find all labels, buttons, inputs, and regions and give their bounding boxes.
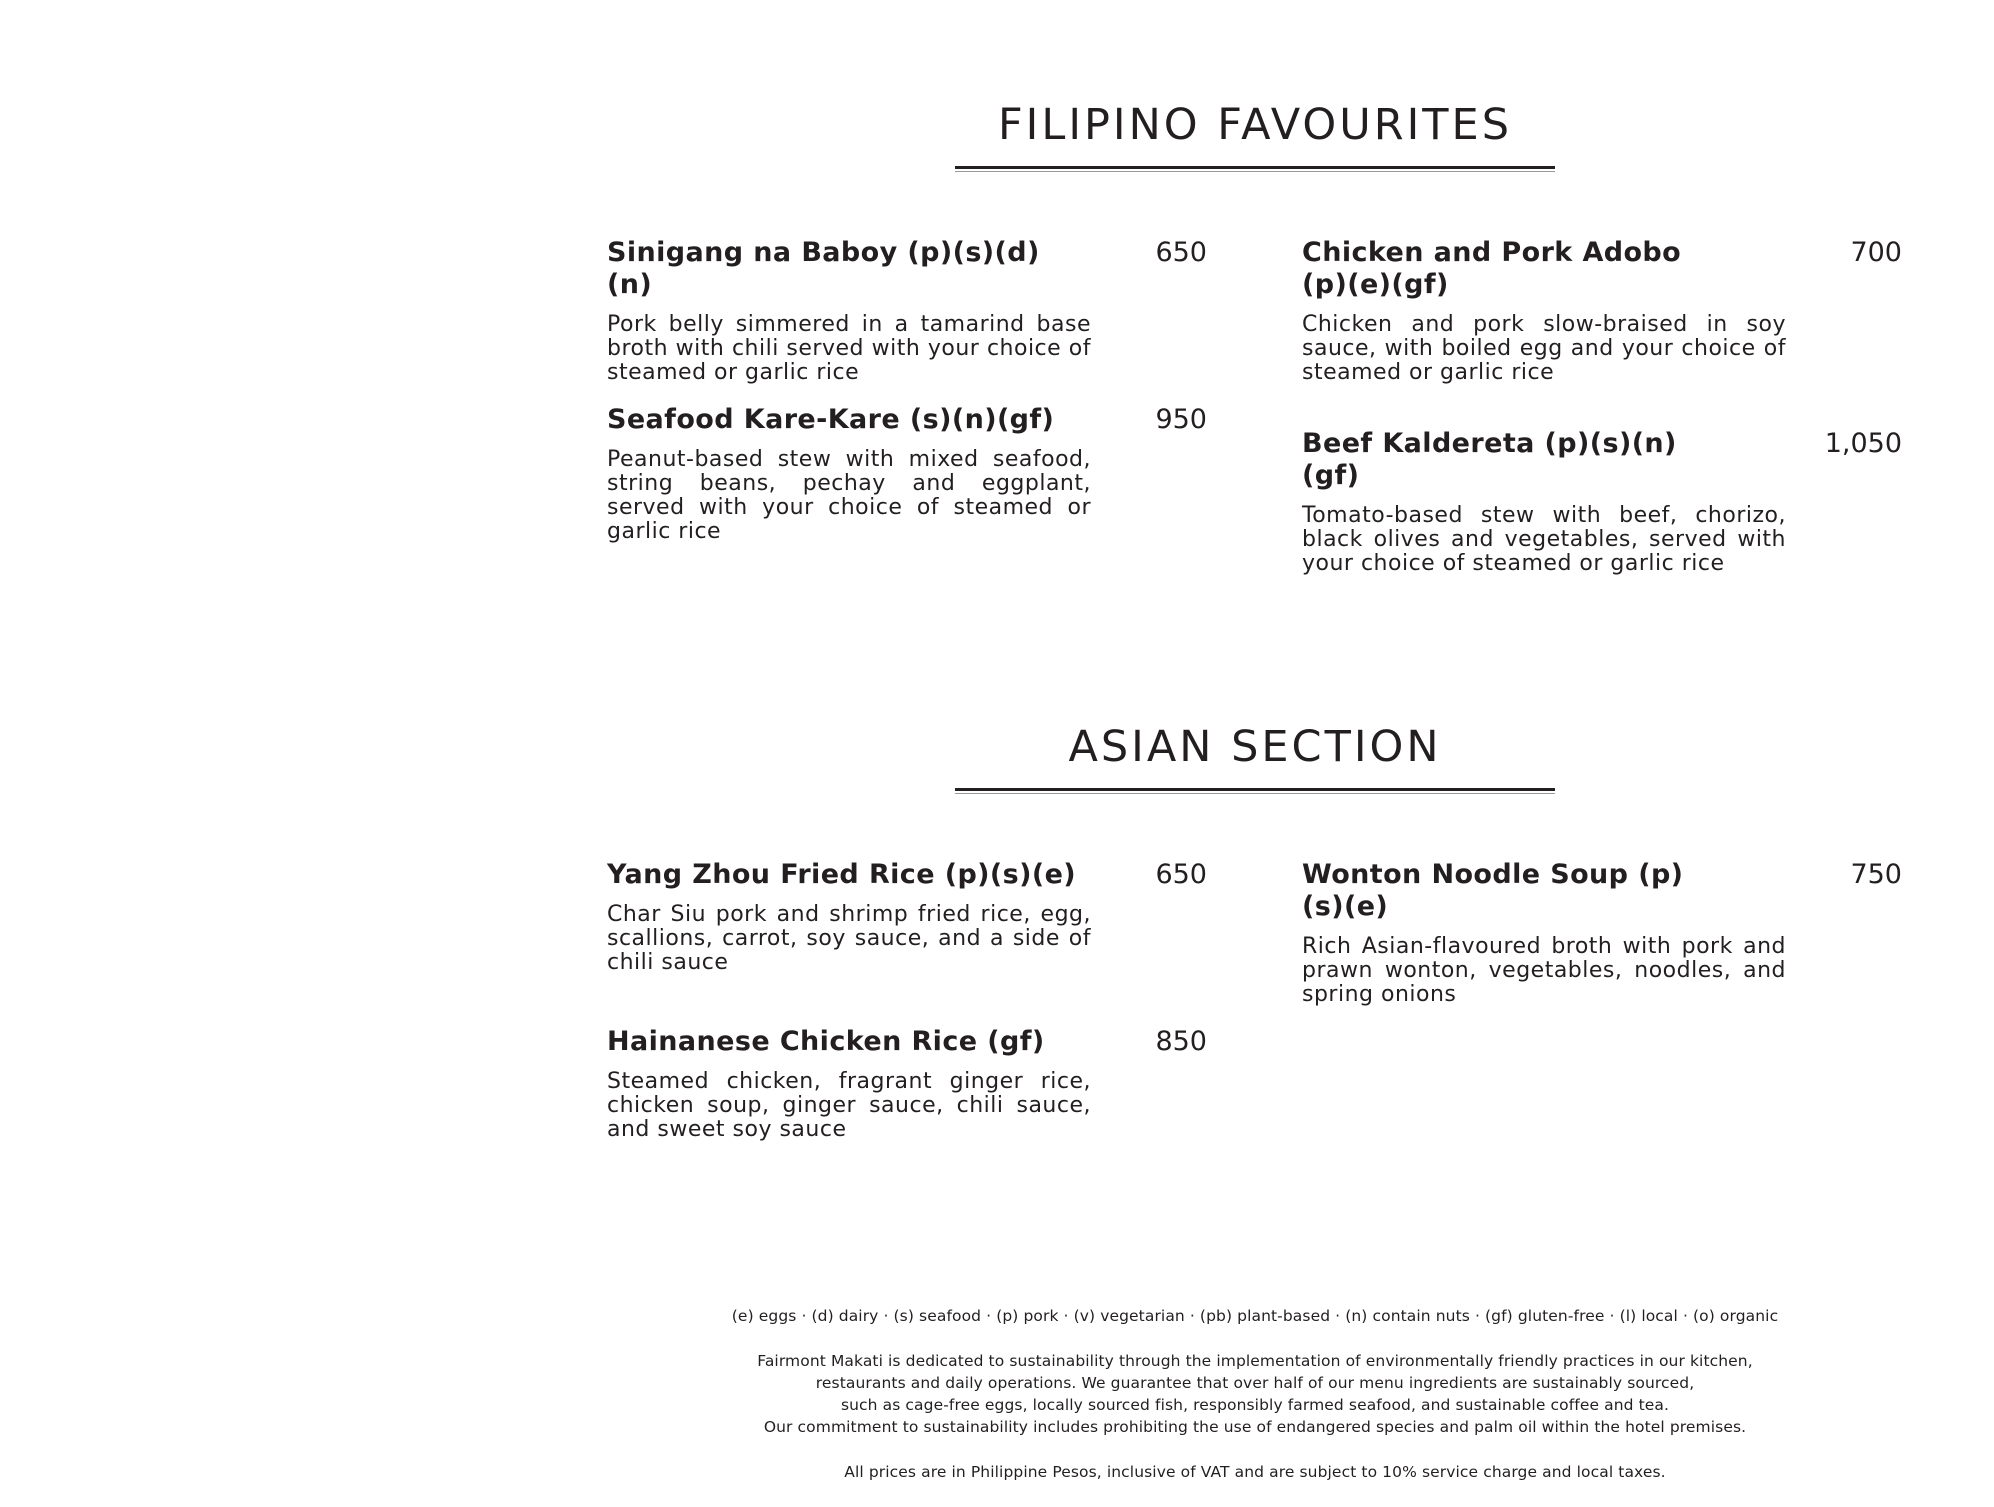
menu-item-description: Peanut-based stew with mixed seafood, string beans, pechay and eggplant, served with your choice of steamed or garlic rice (607, 447, 1091, 544)
menu-item-name: Yang Zhou Fried Rice (p)(s)(e) (607, 859, 1077, 890)
menu-item-price: 650 (1155, 237, 1207, 268)
menu-item-price: 950 (1155, 404, 1207, 435)
menu-item-price: 700 (1850, 237, 1902, 268)
price-note: All prices are in Philippine Pesos, inclusive of VAT and are subject to 10% service charge and local taxes. (844, 1463, 1666, 1481)
section-title-asian-section: ASIAN SECTION (1068, 722, 1442, 772)
menu-item-name: Wonton Noodle Soup (p)(s)(e) (1302, 859, 1684, 922)
menu-item-name: Hainanese Chicken Rice (gf) (607, 1026, 1045, 1057)
menu-item-kaldereta (1302, 428, 1902, 576)
menu-item-name: Sinigang na Baboy (p)(s)(d)(n) (607, 237, 1040, 300)
menu-item-kare-kare (607, 404, 1207, 544)
menu-item-description: Char Siu pork and shrimp fried rice, egg, scallions, carrot, soy sauce, and a side of chili sauce (607, 902, 1091, 975)
sustainability-line: Fairmont Makati is dedicated to sustainability through the implementation of environmentally friendly practices in our kitchen, (757, 1352, 1753, 1370)
menu-item-price: 650 (1155, 859, 1207, 890)
menu-item-adobo (1302, 237, 1902, 385)
menu-item-wonton-noodle-soup (1302, 859, 1902, 1007)
sustainability-line: such as cage-free eggs, locally sourced fish, responsibly farmed seafood, and sustainable coffee and tea. (840, 1396, 1670, 1414)
menu-item-description: Steamed chicken, fragrant ginger rice, chicken soup, ginger sauce, chili sauce, and sweet soy sauce (607, 1069, 1091, 1142)
menu-item-name: Seafood Kare-Kare (s)(n)(gf) (607, 404, 1055, 435)
section-divider (955, 166, 1555, 172)
menu-item-price: 1,050 (1824, 428, 1902, 459)
sustainability-statement (700, 1350, 1810, 1438)
menu-item-description: Rich Asian-flavoured broth with pork and prawn wonton, vegetables, noodles, and spring onions (1302, 934, 1786, 1007)
menu-item-price: 850 (1155, 1026, 1207, 1057)
menu-item-hainanese-chicken-rice (607, 1026, 1207, 1142)
dietary-legend: (e) eggs · (d) dairy · (s) seafood · (p) pork · (v) vegetarian · (pb) plant-based · (n) contain nuts · (gf) gluten-free · (l) local · (o) organic (731, 1307, 1779, 1325)
menu-item-name: Chicken and Pork Adobo (p)(e)(gf) (1302, 237, 1682, 300)
menu-item-name: Beef Kaldereta (p)(s)(n)(gf) (1302, 428, 1677, 491)
section-divider (955, 788, 1555, 794)
sustainability-line: restaurants and daily operations. We guarantee that over half of our menu ingredients are sustainably sourced, (815, 1374, 1695, 1392)
menu-item-yang-zhou-fried-rice (607, 859, 1207, 975)
menu-item-description: Chicken and pork slow-braised in soy sauce, with boiled egg and your choice of steamed or garlic rice (1302, 312, 1786, 385)
sustainability-line: Our commitment to sustainability includes prohibiting the use of endangered species and palm oil within the hotel premises. (763, 1418, 1747, 1436)
section-title-filipino-favourites: FILIPINO FAVOURITES (997, 100, 1513, 150)
menu-item-price: 750 (1850, 859, 1902, 890)
menu-item-description: Pork belly simmered in a tamarind base broth with chili served with your choice of steamed or garlic rice (607, 312, 1091, 385)
menu-item-sinigang (607, 237, 1207, 385)
menu-item-description: Tomato-based stew with beef, chorizo, black olives and vegetables, served with your choice of steamed or garlic rice (1302, 503, 1786, 576)
